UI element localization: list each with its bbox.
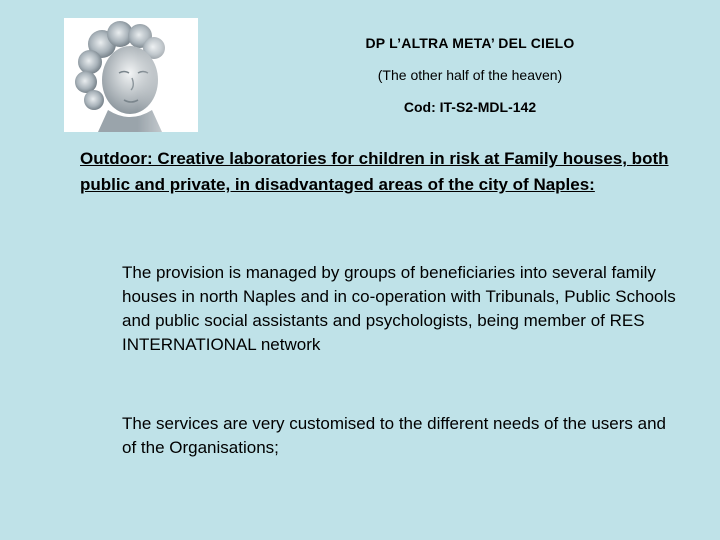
section-heading: Outdoor: Creative laboratories for children in risk at Family houses, both public and private, in disadvantaged areas of the city of Naples: xyxy=(80,149,669,194)
header-title: DP L’ALTRA META’ DEL CIELO xyxy=(365,35,575,51)
paragraph-provision: The provision is managed by groups of beneficiaries into several family houses in north Naples and in co-operation with Tribunals, Public Schools and public social assistants and psychologists, being member of RES INTERNATIONAL network xyxy=(122,263,676,354)
header-subtitle: (The other half of the heaven) xyxy=(377,67,563,83)
cherub-statue-image xyxy=(64,18,198,132)
header xyxy=(280,34,660,130)
header-code: Cod: IT-S2-MDL-142 xyxy=(403,99,537,115)
paragraph-services: The services are very customised to the different needs of the users and of the Organisations; xyxy=(122,414,666,457)
